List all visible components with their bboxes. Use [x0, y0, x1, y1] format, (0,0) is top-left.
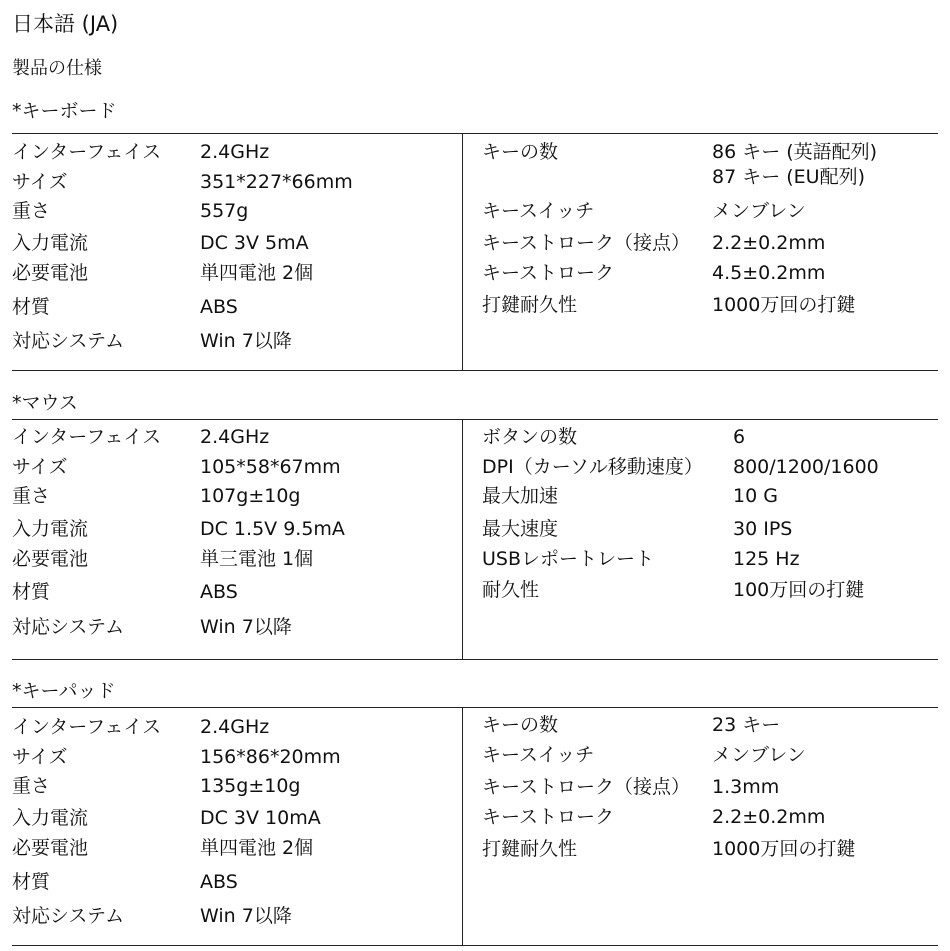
spec-label: 打鍵耐久性 [482, 294, 578, 316]
spec-label: キーの数 [482, 141, 559, 163]
spec-value: 100万回の打鍵 [733, 579, 865, 601]
spec-label: 対応システム [12, 330, 125, 352]
spec-label: 耐久性 [482, 579, 540, 601]
spec-label: 材質 [12, 296, 51, 318]
spec-label: 必要電池 [12, 548, 89, 570]
divider [12, 370, 938, 371]
divider [12, 133, 938, 134]
spec-label: 必要電池 [12, 262, 89, 284]
spec-label: ボタンの数 [482, 426, 578, 448]
spec-label: キーストローク（接点） [482, 232, 691, 254]
spec-value: 10 G [733, 485, 778, 507]
spec-value: 156*86*20mm [200, 746, 341, 768]
spec-value: 6 [733, 426, 746, 448]
spec-label: インターフェイス [12, 141, 162, 163]
divider [12, 419, 938, 420]
spec-value: Win 7以降 [200, 330, 292, 352]
spec-value: 2.4GHz [200, 141, 270, 163]
spec-value: 86 キー (英語配列) [712, 141, 878, 163]
spec-value: メンブレン [712, 200, 806, 222]
spec-value: Win 7以降 [200, 905, 292, 927]
spec-label: 重さ [12, 485, 51, 507]
column-divider [462, 707, 463, 945]
spec-value: 2.2±0.2mm [712, 806, 826, 828]
spec-value: DC 3V 10mA [200, 807, 321, 829]
spec-value: Win 7以降 [200, 616, 292, 638]
spec-label: 入力電流 [12, 232, 89, 254]
spec-value: DC 3V 5mA [200, 232, 309, 254]
spec-value: 1000万回の打鍵 [712, 838, 856, 860]
spec-value: 1000万回の打鍵 [712, 294, 856, 316]
spec-value: 2.4GHz [200, 716, 270, 738]
spec-label: 重さ [12, 200, 51, 222]
spec-label: 材質 [12, 581, 51, 603]
spec-label: サイズ [12, 456, 68, 478]
section-heading-mouse: *マウス [12, 392, 78, 414]
spec-label: キースイッチ [482, 200, 595, 222]
spec-value: 557g [200, 200, 249, 222]
spec-label: 最大速度 [482, 518, 559, 540]
spec-label: サイズ [12, 746, 68, 768]
spec-label: キーストローク（接点） [482, 776, 691, 798]
spec-value: ABS [200, 581, 238, 603]
spec-value: 単四電池 2個 [200, 262, 314, 284]
spec-value: 135g±10g [200, 775, 301, 797]
spec-value: 1.3mm [712, 776, 780, 798]
spec-label: 対応システム [12, 905, 125, 927]
divider [12, 945, 938, 946]
column-divider [462, 419, 463, 659]
spec-value: ABS [200, 296, 238, 318]
spec-label: 入力電流 [12, 518, 89, 540]
spec-value: 23 キー [712, 714, 781, 736]
page-subtitle: 製品の仕様 [12, 58, 102, 79]
spec-value: DC 1.5V 9.5mA [200, 518, 345, 540]
section-heading-keypad: *キーパッド [12, 680, 116, 702]
spec-value: ABS [200, 871, 238, 893]
spec-label: 打鍵耐久性 [482, 838, 578, 860]
spec-value: 2.2±0.2mm [712, 232, 826, 254]
spec-value: メンブレン [712, 744, 806, 766]
spec-value: 単三電池 1個 [200, 548, 314, 570]
spec-value: 107g±10g [200, 485, 301, 507]
section-heading-keyboard: *キーボード [12, 100, 117, 122]
spec-value: 30 IPS [733, 518, 793, 540]
spec-value: 2.4GHz [200, 426, 270, 448]
spec-value: 800/1200/1600 [733, 456, 879, 478]
spec-label: キースイッチ [482, 744, 595, 766]
spec-label: 重さ [12, 775, 51, 797]
divider [12, 659, 938, 660]
spec-value: 4.5±0.2mm [712, 262, 826, 284]
spec-value: 351*227*66mm [200, 171, 353, 193]
spec-label: 入力電流 [12, 807, 89, 829]
spec-label: インターフェイス [12, 426, 162, 448]
column-divider [462, 133, 463, 370]
spec-value: 単四電池 2個 [200, 837, 314, 859]
spec-label: インターフェイス [12, 716, 162, 738]
spec-label: 対応システム [12, 616, 125, 638]
spec-label: 最大加速 [482, 485, 559, 507]
spec-value: 87 キー (EU配列) [712, 166, 865, 188]
spec-label: 材質 [12, 871, 51, 893]
spec-label: キーストローク [482, 806, 615, 828]
divider [12, 707, 938, 708]
spec-label: DPI（カーソル移動速度） [482, 456, 703, 478]
spec-label: 必要電池 [12, 837, 89, 859]
spec-label: キーストローク [482, 262, 615, 284]
spec-label: キーの数 [482, 714, 559, 736]
spec-value: 105*58*67mm [200, 456, 341, 478]
spec-label: サイズ [12, 171, 68, 193]
page-title: 日本語 (JA) [12, 12, 119, 36]
spec-value: 125 Hz [733, 548, 800, 570]
spec-label: USBレポートレート [482, 548, 655, 570]
